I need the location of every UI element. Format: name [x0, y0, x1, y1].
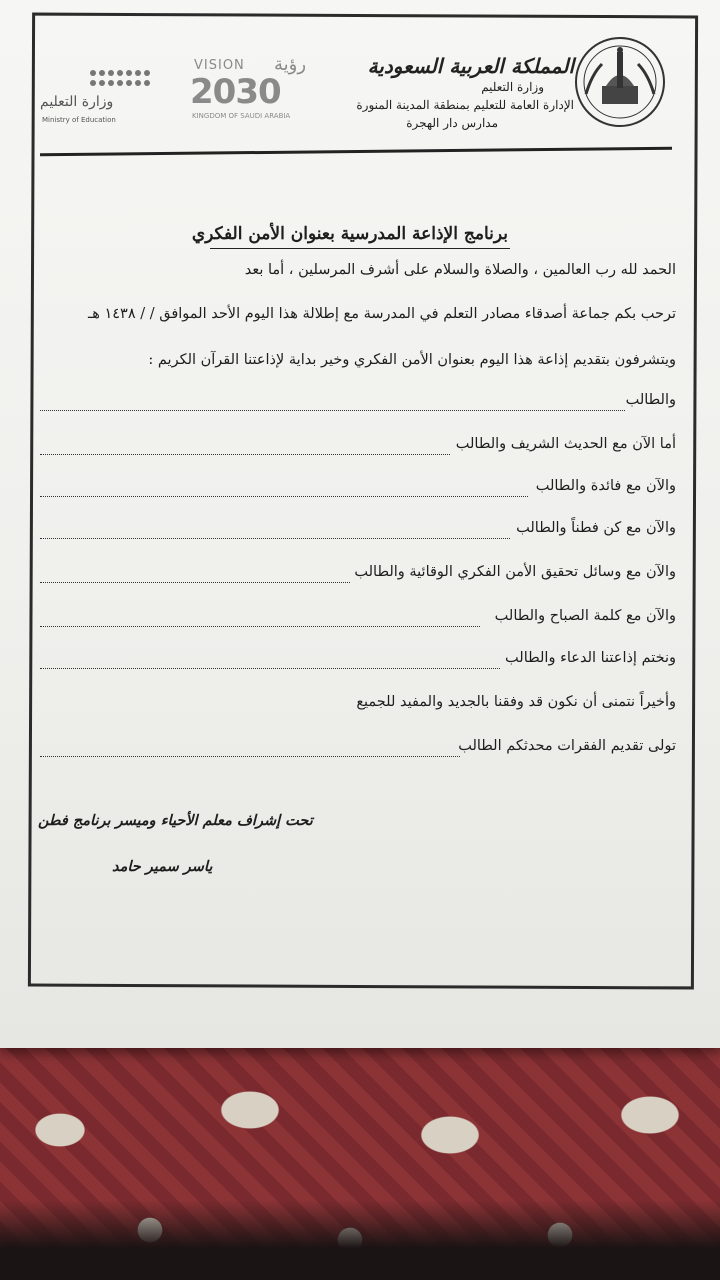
hadith-student-label: أما الآن مع الحديث الشريف والطالب [455, 436, 676, 452]
dua-student-blank [40, 668, 500, 669]
supervision-line: تحت إشراف معلم الأحياء وميسر برنامج فطن [38, 812, 313, 829]
vision-2030-logo [188, 54, 328, 128]
kingdom-name: المملكة العربية السعودية [367, 54, 574, 78]
school-emblem-icon [572, 34, 668, 130]
document-title: برنامج الإذاعة المدرسية بعنوان الأمن الفكري [191, 224, 508, 244]
moe-logo [40, 68, 140, 128]
dua-student-label: ونختم إذاعتنا الدعاء والطالب [505, 650, 676, 666]
supervisor-name: ياسر سمير حامد [112, 858, 213, 875]
fatin-student-label: والآن مع كن فطناً والطالب [516, 520, 676, 536]
morning-word-student-blank [40, 626, 480, 627]
moe-arabic: وزارة التعليم [40, 94, 114, 110]
security-means-student-blank [40, 582, 350, 583]
title-underline [210, 248, 510, 249]
presenter-student-label: تولى تقديم الفقرات محدثكم الطالب [458, 738, 676, 754]
page-border [28, 13, 698, 990]
presenter-student-blank [40, 756, 460, 757]
vision-kingdom: KINGDOM OF SAUDI ARABIA [192, 112, 291, 120]
hadith-student-blank [40, 454, 450, 455]
schools-name: مدارس دار الهجرة [406, 116, 498, 130]
vision-word: VISION [194, 58, 245, 73]
benefit-student-blank [40, 496, 528, 497]
benefit-student-label: والآن مع فائدة والطالب [535, 478, 676, 494]
security-means-student-label: والآن مع وسائل تحقيق الأمن الفكري الوقائية والطالب [354, 564, 676, 580]
quran-student-blank [40, 410, 625, 411]
opening-line: الحمد لله رب العالمين ، والصلاة والسلام على أشرف المرسلين ، أما بعد [244, 262, 676, 278]
carpet-shadow [0, 1200, 720, 1280]
quran-student-label: والطالب [625, 392, 676, 408]
moe-english: Ministry of Education [42, 116, 116, 124]
vision-arabic: رؤية [274, 54, 307, 75]
morning-word-student-label: والآن مع كلمة الصباح والطالب [494, 608, 676, 624]
intro-line: ويتشرفون بتقديم إذاعة هذا اليوم بعنوان الأمن الفكري وخير بداية لإذاعتنا القرآن الكريم : [148, 352, 676, 368]
closing-line: وأخيراً نتمنى أن نكون قد وفقنا بالجديد والمفيد للجميع [356, 694, 676, 710]
directorate-name: الإدارة العامة للتعليم بمنطقة المدينة المنورة [356, 98, 574, 112]
ministry-name: وزارة التعليم [481, 80, 544, 94]
fatin-student-blank [40, 538, 510, 539]
welcome-line: ترحب بكم جماعة أصدقاء مصادر التعلم في المدرسة مع إطلالة هذا اليوم الأحد الموافق / / ١٤٣٨ هـ [87, 306, 676, 322]
moe-dots-icon [88, 68, 158, 90]
vision-year: 2030 [190, 72, 281, 112]
